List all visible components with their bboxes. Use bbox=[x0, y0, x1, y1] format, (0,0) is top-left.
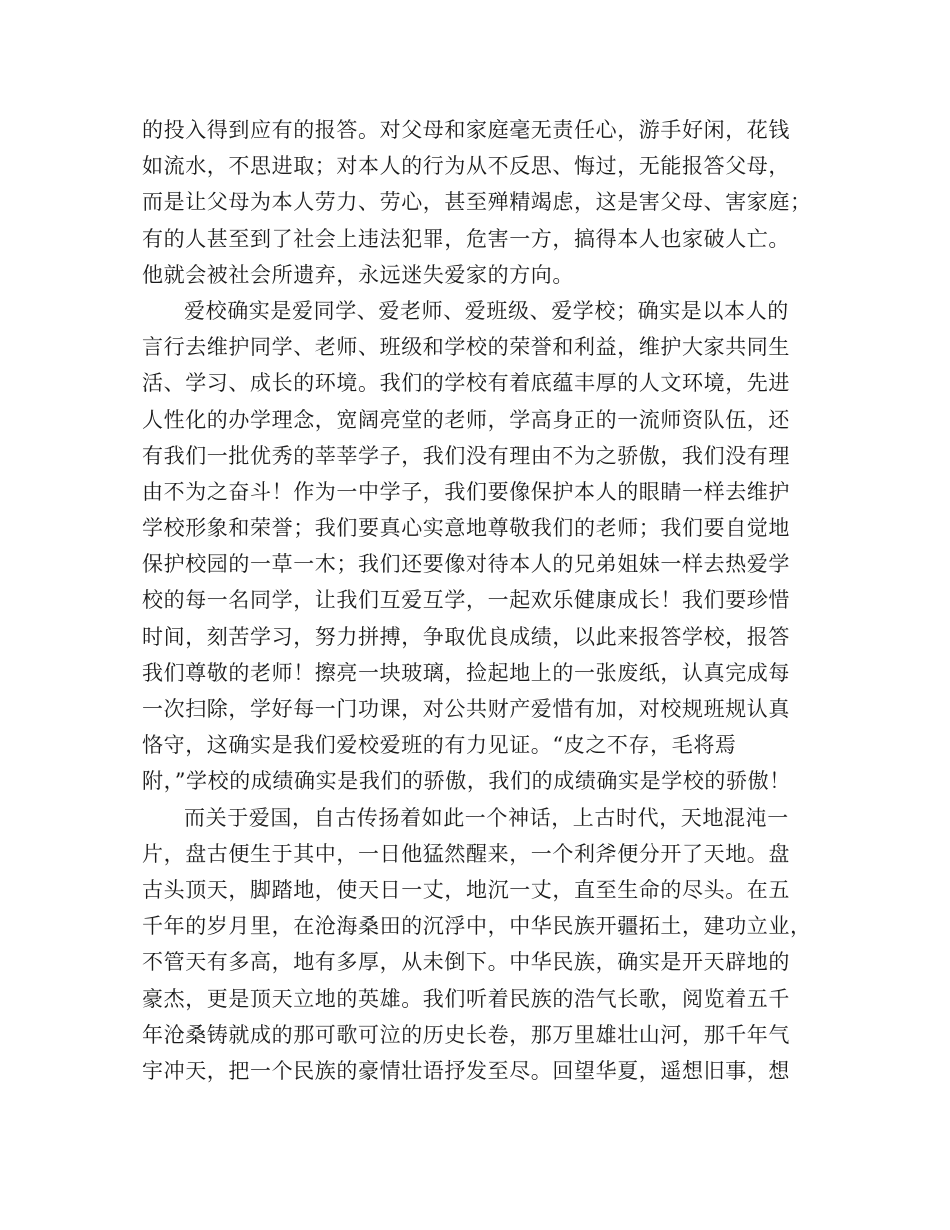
paragraph-2-line-6: 由不为之奋斗！作为一中学子，我们要像保护本人的眼睛一样去维护 bbox=[142, 479, 790, 504]
paragraph-2-line-5: 有我们一批优秀的莘莘学子，我们没有理由不为之骄傲，我们没有理 bbox=[142, 443, 790, 468]
paragraph-3-line-8: 宇冲天，把一个民族的豪情壮语抒发至尽。回望华夏，遥想旧事，想 bbox=[142, 1058, 790, 1083]
paragraph-3-line-7: 年沧桑铸就成的那可歌可泣的历史长卷，那万里雄壮山河，那千年气 bbox=[142, 1022, 790, 1047]
paragraph-3-line-3: 古头顶天，脚踏地，使天日一丈，地沉一丈，直至生命的尽头。在五 bbox=[142, 877, 790, 902]
paragraph-2-line-14: 附，”学校的成绩确实是我们的骄傲，我们的成绩确实是学校的骄傲！ bbox=[142, 769, 791, 794]
paragraph-2-line-2: 言行去维护同学、老师、班级和学校的荣誉和利益，维护大家共同生 bbox=[142, 335, 790, 360]
paragraph-2-line-13: 恪守，这确实是我们爱校爱班的有力见证。“皮之不存，毛将焉 bbox=[142, 733, 737, 758]
paragraph-2-line-4: 人性化的办学理念，宽阔亮堂的老师，学高身正的一流师资队伍，还 bbox=[142, 407, 790, 432]
paragraph-1-line-3: 而是让父母为本人劳力、劳心，甚至殚精竭虑，这是害父母、害家庭； bbox=[142, 190, 812, 215]
body-text bbox=[142, 112, 822, 1089]
paragraph-2-line-10: 时间，刻苦学习，努力拼搏，争取优良成绩，以此来报答学校，报答 bbox=[142, 624, 790, 649]
paragraph-2-line-9: 校的每一名同学，让我们互爱互学，一起欢乐健康成长！我们要珍惜 bbox=[142, 588, 790, 613]
paragraph-3-line-4: 千年的岁月里，在沧海桑田的沉浮中，中华民族开疆拓土，建功立业， bbox=[142, 914, 812, 939]
paragraph-1-line-4: 有的人甚至到了社会上违法犯罪，危害一方，搞得本人也家破人亡。 bbox=[142, 226, 790, 251]
paragraph-1-line-5: 他就会被社会所遗弃，永远迷失爱家的方向。 bbox=[142, 262, 574, 287]
paragraph-3-line-1: 而关于爱国，自古传扬着如此一个神话，上古时代，天地混沌一 bbox=[184, 805, 789, 830]
paragraph-3-line-5: 不管天有多高，地有多厚，从未倒下。中华民族，确实是开天辟地的 bbox=[142, 950, 790, 975]
paragraph-3-line-2: 片，盘古便生于其中，一日他猛然醒来，一个利斧便分开了天地。盘 bbox=[142, 841, 790, 866]
paragraph-1-line-1: 的投入得到应有的报答。对父母和家庭毫无责任心，游手好闲，花钱 bbox=[142, 118, 790, 142]
paragraph-1-line-2: 如流水，不思进取；对本人的行为从不反思、悔过，无能报答父母， bbox=[142, 154, 790, 179]
paragraph-2-line-1: 爱校确实是爱同学、爱老师、爱班级、爱学校；确实是以本人的 bbox=[184, 298, 789, 323]
paragraph-2-line-11: 我们尊敬的老师！擦亮一块玻璃，捡起地上的一张废纸，认真完成每 bbox=[142, 660, 790, 685]
paragraph-2-line-7: 学校形象和荣誉；我们要真心实意地尊敬我们的老师；我们要自觉地 bbox=[142, 516, 790, 541]
paragraph-2-line-12: 一次扫除，学好每一门功课，对公共财产爱惜有加，对校规班规认真 bbox=[142, 697, 790, 721]
paragraph-2-line-3: 活、学习、成长的环境。我们的学校有着底蕴丰厚的人文环境，先进 bbox=[142, 371, 790, 396]
paragraph-2-line-8: 保护校园的一草一木；我们还要像对待本人的兄弟姐妹一样去热爱学 bbox=[142, 552, 790, 577]
paragraph-3-line-6: 豪杰，更是顶天立地的英雄。我们听着民族的浩气长歌，阅览着五千 bbox=[142, 986, 790, 1011]
